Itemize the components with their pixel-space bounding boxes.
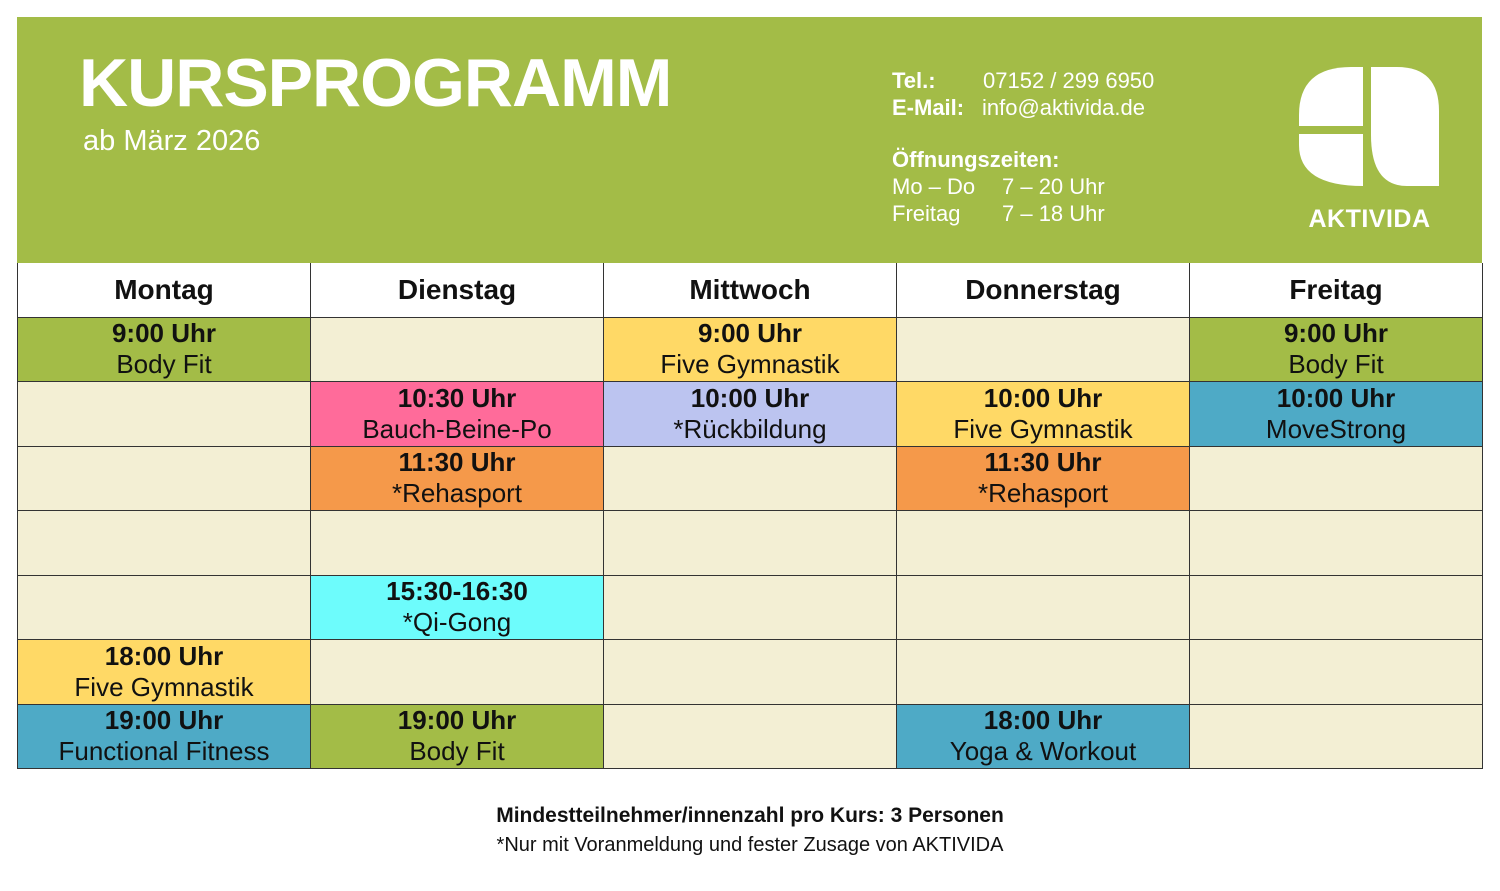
day-header-wednesday: Mittwoch	[604, 263, 897, 317]
empty-cell	[311, 640, 604, 705]
empty-cell	[897, 640, 1190, 705]
day-header-thursday: Donnerstag	[897, 263, 1190, 317]
course-cell	[311, 704, 604, 769]
schedule-row	[18, 640, 1483, 705]
phone-label: Tel.:	[892, 68, 936, 93]
day-header-friday: Freitag	[1190, 263, 1483, 317]
course-time: 10:00 Uhr	[690, 382, 810, 413]
course-name: Yoga & Workout	[949, 736, 1137, 767]
day-header-row	[18, 263, 1483, 317]
hours-days: Freitag	[892, 201, 961, 226]
course-schedule-table	[17, 263, 1483, 769]
empty-cell	[1190, 704, 1483, 769]
hours-row	[892, 173, 1182, 200]
schedule-row	[18, 382, 1483, 447]
course-name: Body Fit	[1288, 349, 1384, 380]
course-name: *Rehasport	[391, 478, 523, 509]
course-time: 18:00 Uhr	[983, 705, 1103, 736]
course-name: *Rehasport	[977, 478, 1109, 509]
header-banner	[17, 17, 1482, 263]
course-time: 11:30 Uhr	[984, 447, 1102, 478]
empty-cell	[1190, 640, 1483, 705]
course-cell	[604, 317, 897, 382]
aktivida-logo-icon	[1297, 65, 1442, 195]
course-name: Five Gymnastik	[74, 671, 254, 702]
empty-cell	[311, 511, 604, 576]
course-time: 19:00 Uhr	[397, 705, 517, 736]
empty-cell	[604, 511, 897, 576]
empty-cell	[604, 640, 897, 705]
logo-text: AKTIVIDA	[1308, 205, 1431, 233]
email-value[interactable]: info@aktivida.de	[982, 95, 1145, 120]
empty-cell	[18, 575, 311, 640]
hours-heading-row	[892, 146, 1182, 173]
course-cell	[18, 640, 311, 705]
course-time: 19:00 Uhr	[104, 705, 224, 736]
hours-row	[892, 200, 1182, 227]
course-name: Five Gymnastik	[660, 349, 840, 380]
email-label: E-Mail:	[892, 95, 965, 120]
course-name: *Qi-Gong	[402, 607, 512, 638]
empty-cell	[18, 382, 311, 447]
schedule-body	[18, 317, 1483, 769]
aktivida-logo	[1297, 65, 1442, 255]
course-time: 11:30 Uhr	[398, 447, 516, 478]
registration-note: *Nur mit Voranmeldung und fester Zusage von AKTIVIDA	[496, 834, 1004, 856]
schedule-row	[18, 511, 1483, 576]
empty-cell	[897, 575, 1190, 640]
schedule-row	[18, 446, 1483, 511]
email-row	[892, 94, 1182, 121]
empty-cell	[1190, 446, 1483, 511]
course-name: Functional Fitness	[58, 736, 270, 767]
schedule-row	[18, 317, 1483, 382]
empty-cell	[604, 446, 897, 511]
empty-cell	[1190, 511, 1483, 576]
empty-cell	[897, 511, 1190, 576]
course-cell	[1190, 382, 1483, 447]
schedule-row	[18, 575, 1483, 640]
empty-cell	[897, 317, 1190, 382]
course-name: Bauch-Beine-Po	[362, 413, 552, 444]
empty-cell	[18, 446, 311, 511]
course-time: 18:00 Uhr	[104, 640, 224, 671]
course-cell	[604, 382, 897, 447]
empty-cell	[604, 704, 897, 769]
contact-block	[892, 67, 1182, 227]
course-time: 9:00 Uhr	[111, 318, 217, 349]
hours-days: Mo – Do	[892, 174, 976, 199]
hours-time: 7 – 18 Uhr	[1002, 201, 1105, 226]
course-cell	[897, 446, 1190, 511]
course-cell	[311, 575, 604, 640]
course-cell	[897, 382, 1190, 447]
hours-time: 7 – 20 Uhr	[1002, 174, 1105, 199]
page-subtitle: ab März 2026	[83, 125, 261, 157]
day-header-monday: Montag	[18, 263, 311, 317]
course-time: 10:00 Uhr	[983, 382, 1103, 413]
course-cell	[311, 446, 604, 511]
schedule-row	[18, 704, 1483, 769]
hours-label: Öffnungszeiten:	[892, 147, 1060, 172]
course-time: 9:00 Uhr	[1283, 318, 1389, 349]
course-time: 10:30 Uhr	[397, 382, 517, 413]
course-cell	[1190, 317, 1483, 382]
day-header-tuesday: Dienstag	[311, 263, 604, 317]
phone-value[interactable]: 07152 / 299 6950	[983, 68, 1155, 93]
course-time: 10:00 Uhr	[1276, 382, 1396, 413]
course-time: 15:30-16:30	[386, 576, 528, 607]
course-cell	[897, 704, 1190, 769]
empty-cell	[18, 511, 311, 576]
course-cell	[18, 317, 311, 382]
course-cell	[311, 382, 604, 447]
course-cell	[18, 704, 311, 769]
empty-cell	[1190, 575, 1483, 640]
minimum-participants-note: Mindestteilnehmer/innenzahl pro Kurs: 3 Personen	[496, 804, 1004, 827]
empty-cell	[604, 575, 897, 640]
course-name: Body Fit	[116, 349, 212, 380]
course-name: Body Fit	[409, 736, 505, 767]
empty-cell	[311, 317, 604, 382]
course-name: MoveStrong	[1265, 413, 1407, 444]
phone-row	[892, 67, 1182, 94]
page-title: KURSPROGRAMM	[79, 45, 672, 121]
course-time: 9:00 Uhr	[697, 318, 803, 349]
course-name: *Rückbildung	[673, 413, 827, 444]
course-name: Five Gymnastik	[953, 413, 1133, 444]
